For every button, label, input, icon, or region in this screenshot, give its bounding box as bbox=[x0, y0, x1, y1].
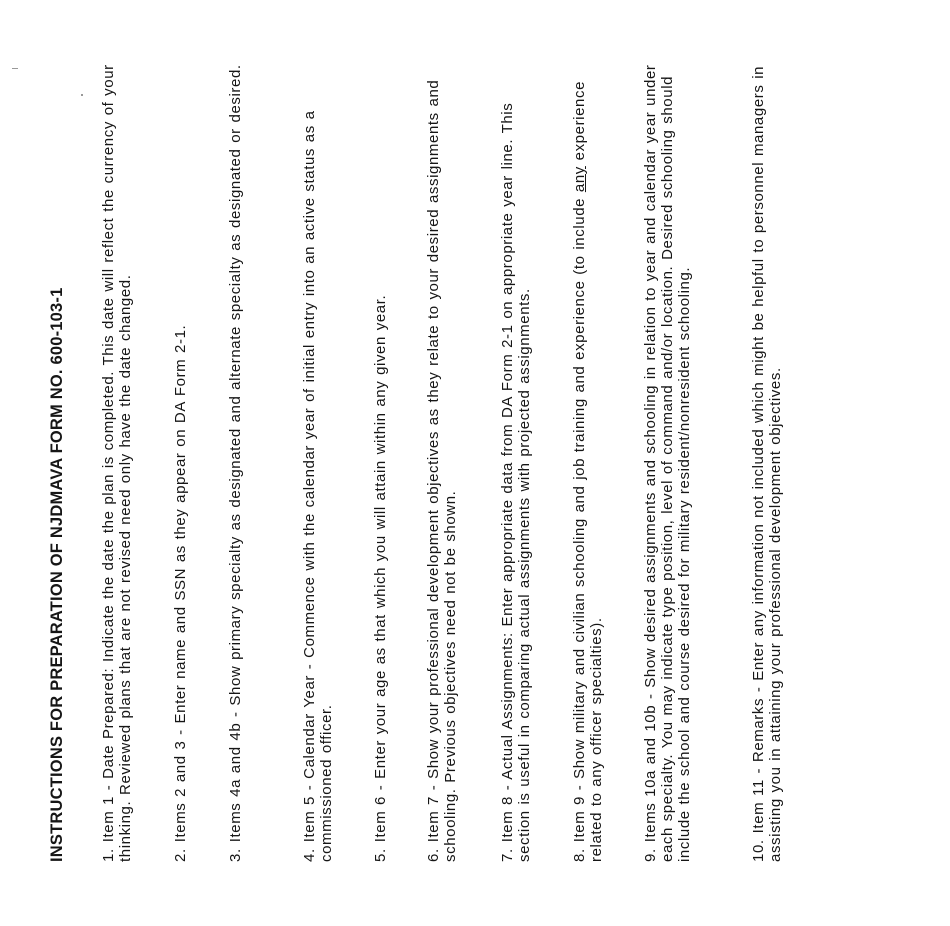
instruction-item-6 bbox=[425, 50, 459, 862]
item-text: Items 2 and 3 - Enter name and SSN as they appear on DA Form 2-1. bbox=[172, 324, 189, 843]
item-number: 10. bbox=[750, 839, 767, 862]
item-text-after: experience related to any officer specialties). bbox=[571, 80, 605, 862]
item-text: Item 11 - Remarks - Enter any information not included which might be helpful to personnel managers in assisting you in attaining your professional development objectives. bbox=[750, 65, 784, 862]
instruction-item-4 bbox=[301, 50, 335, 862]
instruction-item-1 bbox=[100, 50, 134, 862]
document-title: INSTRUCTIONS FOR PREPARATION OF NJDMAVA FORM NO. 600-103-1 bbox=[48, 287, 66, 862]
instruction-item-5 bbox=[372, 50, 389, 862]
item-number: 1. bbox=[100, 848, 117, 862]
instruction-sheet bbox=[44, 42, 784, 862]
instruction-item-7 bbox=[499, 50, 533, 862]
item-text-before: Item 9 - Show military and civilian schooling and job training and experience (to include bbox=[571, 192, 588, 843]
item-text: Items 4a and 4b - Show primary specialty as designated and alternate specialty as designated or desired. bbox=[227, 64, 244, 843]
instruction-item-8 bbox=[571, 50, 605, 862]
item-number: 2. bbox=[172, 848, 189, 862]
item-number: 4. bbox=[301, 848, 318, 862]
item-text: Items 10a and 10b - Show desired assignments and schooling in relation to year and calendar year under each specialty. You may indicate type position, level of command and/or location. Desired schooling should include the school and course desired for military resident/nonresident schooling. bbox=[642, 64, 693, 862]
instruction-item-10 bbox=[750, 50, 784, 862]
item-number: 7. bbox=[499, 848, 516, 862]
item-text: Item 6 - Enter your age as that which you will attain within any given year. bbox=[372, 294, 389, 843]
item-text: Item 1 - Date Prepared: Indicate the date the plan is completed. This date will reflect the currency of your thinking. Reviewed plans that are not revised need only have the date changed. bbox=[100, 64, 134, 862]
instruction-item-3 bbox=[227, 50, 244, 862]
item-text: Item 8 - Actual Assignments: Enter appropriate data from DA Form 2-1 on appropriate year line. This section is useful in comparing actual assignments with projected assignments. bbox=[499, 102, 533, 862]
item-text-underlined: any bbox=[571, 166, 588, 193]
item-number: 9. bbox=[642, 848, 659, 862]
item-number: 3. bbox=[227, 848, 244, 862]
instruction-item-9 bbox=[642, 50, 693, 862]
scan-speck bbox=[12, 68, 18, 69]
item-text: Item 5 - Calendar Year - Commence with the calendar year of initial entry into an active status as a commissioned officer. bbox=[301, 110, 335, 862]
item-number: 6. bbox=[425, 848, 442, 862]
item-text: Item 7 - Show your professional development objectives as they relate to your desired assignments and schooling. Previous objectives need not be shown. bbox=[425, 79, 459, 862]
item-number: 8. bbox=[571, 848, 588, 862]
instruction-item-2 bbox=[172, 50, 189, 862]
item-number: 5. bbox=[372, 848, 389, 862]
